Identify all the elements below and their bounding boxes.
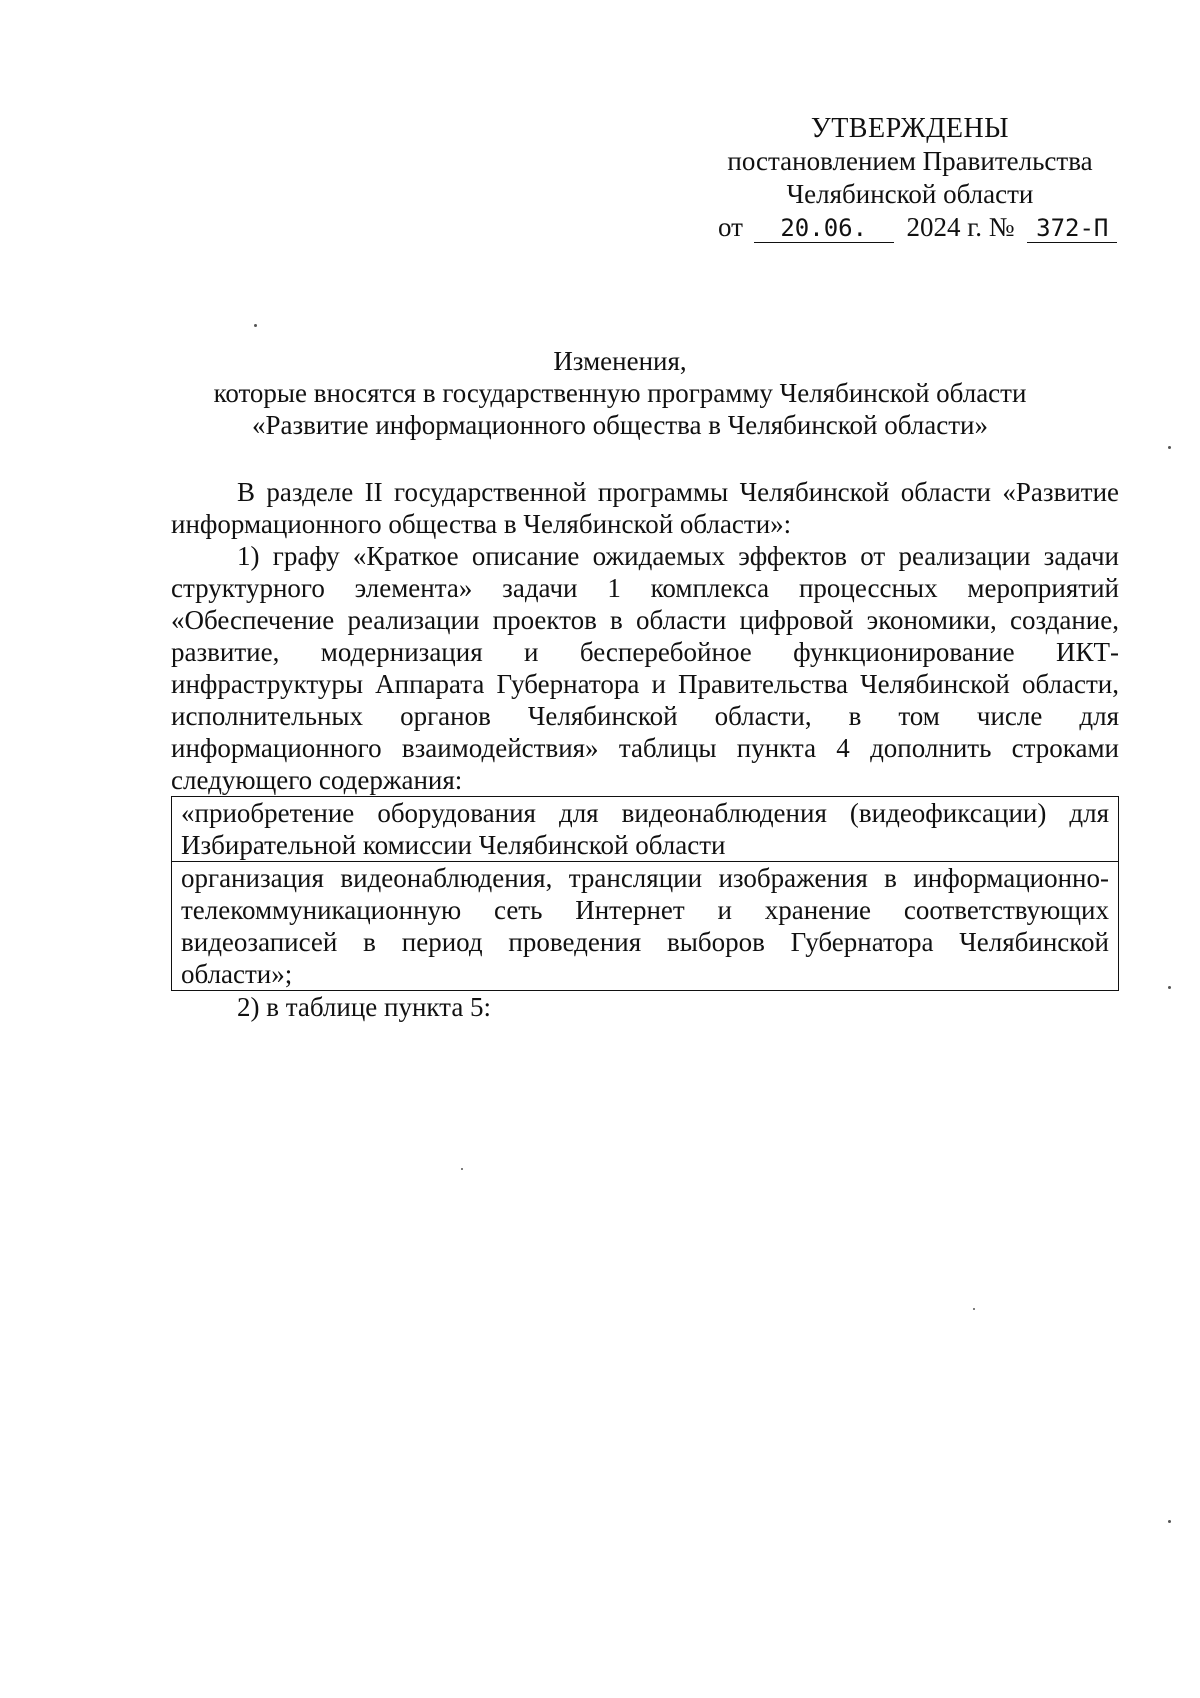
table-cell: «приобретение оборудования для видеонаблюдения (видеофиксации) для Избирательной комиссии Челябинской области bbox=[172, 797, 1119, 862]
item-1-paragraph: 1) графу «Краткое описание ожидаемых эффектов от реализации задачи структурного элемента» задачи 1 комплекса процессных мероприятий «Обеспечение реализации проектов в области цифровой экономики, создание, развитие, модернизация и бесперебойное функционирование ИКТ-инфраструктуры Аппарата Губернатора и Правительства Челябинской области, исполнительных органов Челябинской области, в том числе для информационного взаимодействия» таблицы пункта 4 дополнить строками следующего содержания: bbox=[171, 541, 1119, 795]
approval-block bbox=[700, 112, 1120, 244]
speck bbox=[973, 1308, 975, 1310]
decree-number: 372-П bbox=[1027, 214, 1117, 243]
speck bbox=[1168, 446, 1171, 449]
title-line-1: Изменения, bbox=[553, 346, 687, 376]
document-body bbox=[171, 476, 1119, 1023]
speck bbox=[254, 324, 257, 327]
date-prefix: от bbox=[718, 212, 743, 242]
speck bbox=[1168, 1520, 1171, 1523]
title-line-2: которые вносятся в государственную программу Челябинской области bbox=[213, 378, 1027, 408]
table-row bbox=[172, 862, 1119, 991]
speck bbox=[461, 1168, 463, 1170]
title-line-3: «Развитие информационного общества в Челябинской области» bbox=[251, 410, 988, 440]
year-text: 2024 г. № bbox=[906, 212, 1015, 242]
item-2-paragraph: 2) в таблице пункта 5: bbox=[237, 992, 492, 1022]
approval-heading: УТВЕРЖДЕНЫ bbox=[810, 113, 1010, 144]
approval-date-line bbox=[700, 211, 1120, 244]
approval-line-2: Челябинской области bbox=[786, 179, 1034, 209]
intro-paragraph: В разделе II государственной программы Челябинской области «Развитие информационного общества в Челябинской области»: bbox=[171, 477, 1119, 539]
table-cell: организация видеонаблюдения, трансляции изображения в информационно-телекоммуникационную сеть Интернет и хранение соответствующих видеозаписей в период проведения выборов Губернатора Челябинской области»; bbox=[172, 862, 1119, 991]
table-row bbox=[172, 797, 1119, 862]
inserted-rows-table bbox=[171, 796, 1119, 991]
speck bbox=[1168, 986, 1171, 989]
document-title bbox=[170, 345, 1070, 441]
date-value: 20.06. bbox=[754, 214, 894, 243]
approval-line-1: постановлением Правительства bbox=[727, 146, 1093, 176]
